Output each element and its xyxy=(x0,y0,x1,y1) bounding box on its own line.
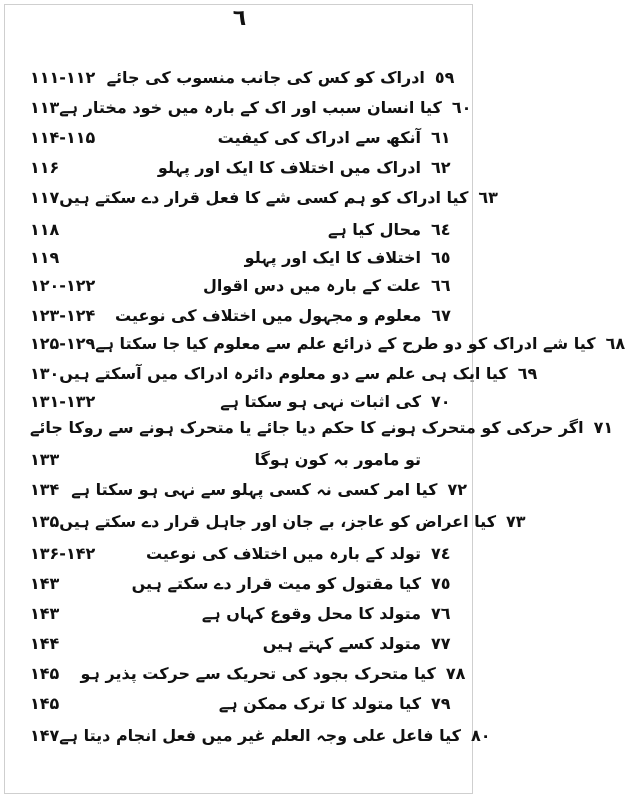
toc-entry xyxy=(12,446,467,472)
toc-entry-pages: ۱۱۳ xyxy=(30,97,60,117)
toc-entry-pages: ۱۴۳ xyxy=(30,603,60,623)
toc-entry-title: کیا متحرک بجود کی تحریک سے حرکت پذیر ہو xyxy=(80,663,436,683)
toc-entry-pages: ۱۱۷ xyxy=(30,187,60,207)
toc-entry xyxy=(12,508,526,534)
toc-entry-number: ٥٩ xyxy=(434,67,455,87)
toc-entry xyxy=(12,630,467,656)
toc-entry xyxy=(12,330,625,356)
toc-entry-title: کیا مقتول کو میت قرار دے سکتے ہیں xyxy=(131,573,421,593)
toc-entry-pages: ۱۴۵ xyxy=(30,693,60,713)
toc-entry-number: ٦٩ xyxy=(517,363,538,383)
toc-entry-number: ٧١ xyxy=(593,417,614,437)
toc-entry-title: کیا متولد کا ترک ممکن ہے xyxy=(218,693,421,713)
toc-entry-title: کیا ایک ہی علم سے دو معلوم دائرہ ادراک میں آسکتے ہیں xyxy=(59,363,508,383)
toc-entry xyxy=(12,154,467,180)
toc-entry-pages: ۱۳۱-۱۳۲ xyxy=(30,391,96,411)
toc-entry xyxy=(12,722,491,748)
toc-entry-pages: ۱۲۰-۱۲۲ xyxy=(30,275,96,295)
toc-entry-pages: ۱۳۰ xyxy=(30,363,60,383)
toc-entry-title: اختلاف کا ایک اور پہلو xyxy=(244,247,421,267)
toc-entry-title: ادراک کو کس کی جانب منسوب کی جائے xyxy=(106,67,425,87)
toc-entry xyxy=(12,660,467,686)
toc-entry-number: ٦٧ xyxy=(431,305,451,325)
toc-entry-number: ٧٧ xyxy=(431,633,451,653)
toc-entry-number: ٧٠ xyxy=(431,391,451,411)
toc-entry xyxy=(12,388,467,414)
toc-entry xyxy=(12,476,467,502)
toc-entry-pages: ۱۳۶-۱۴۲ xyxy=(30,543,96,563)
toc-entry-pages: ۱۴۵ xyxy=(30,663,60,683)
toc-entry-title: کیا شے ادراک کو دو طرح کے ذرائع علم سے معلوم کیا جا سکتا ہے xyxy=(95,333,596,353)
toc-entry xyxy=(12,570,467,596)
toc-entry-title: کی اثبات نہی ہو سکتا ہے xyxy=(220,391,421,411)
toc-entry xyxy=(12,540,467,566)
toc-entry xyxy=(12,184,498,210)
toc-entry-pages: ۱۲۵-۱۲۹ xyxy=(30,333,96,353)
page-number: ٦ xyxy=(232,6,247,31)
toc-entry-pages: ۱۴۳ xyxy=(30,573,60,593)
toc-entry-title: ادراک میں اختلاف کا ایک اور پہلو xyxy=(157,157,421,177)
toc-entry-pages: ۱۱۸ xyxy=(30,219,60,239)
toc-entry-number: ٦٠ xyxy=(451,97,472,117)
toc-entry-number: ٧٩ xyxy=(431,693,451,713)
toc-entry xyxy=(12,414,614,440)
toc-entry xyxy=(12,94,472,120)
toc-entry xyxy=(12,272,467,298)
toc-entry xyxy=(12,124,467,150)
toc-entry-pages: ۱۱۹ xyxy=(30,247,60,267)
toc-entry-number: ٧٥ xyxy=(431,573,451,593)
toc-entry xyxy=(12,216,467,242)
toc-entry-title: معلوم و مجہول میں اختلاف کی نوعیت xyxy=(115,305,422,325)
toc-entry xyxy=(12,600,467,626)
toc-entry-number: ٦٨ xyxy=(605,333,625,353)
toc-entry-number: ٨٠ xyxy=(470,725,491,745)
toc-entry-title: کیا امر کسی نہ کسی پہلو سے نہی ہو سکتا ہے xyxy=(71,479,438,499)
toc-entry-title: کیا اعراض کو عاجز، بے جان اور جاہل قرار دے سکتے ہیں xyxy=(59,511,496,531)
toc-entry xyxy=(12,302,467,328)
toc-entry-title: محال کیا ہے xyxy=(327,219,421,239)
toc-entry-title: کیا انسان سبب اور اک کے بارہ میں خود مختار ہے xyxy=(59,97,442,117)
toc-entry xyxy=(12,690,467,716)
toc-entry-title: تو مامور بہ کون ہوگا xyxy=(254,449,421,469)
toc-entry-number: ٦٤ xyxy=(431,219,451,239)
toc-entry-number: ٦١ xyxy=(431,127,451,147)
toc-entry-pages: ۱۱۶ xyxy=(30,157,60,177)
toc-entry-title: کیا فاعل علی وجہ العلم غیر میں فعل انجام دیتا ہے xyxy=(59,725,461,745)
toc-entry-number: ٧٨ xyxy=(445,663,466,683)
toc-entry-number: ٦٦ xyxy=(431,275,451,295)
toc-entry-pages: ۱۴۷ xyxy=(30,725,60,745)
toc-entry-pages: ۱۳۵ xyxy=(30,511,60,531)
toc-entry-number: ٧٦ xyxy=(431,603,451,623)
toc-entry-title: کیا ادراک کو ہم کسی شے کا فعل قرار دے سکتے ہیں xyxy=(59,187,469,207)
toc-entry-pages: ۱۳۳ xyxy=(30,449,60,469)
toc-entry-pages: ۱۴۴ xyxy=(30,633,60,653)
toc-entry-title: علت کے بارہ میں دس اقوال xyxy=(202,275,421,295)
toc-entry-number: ٧٣ xyxy=(506,511,526,531)
toc-entry-number: ٦٢ xyxy=(431,157,451,177)
toc-entry-pages: ۱۱۴-۱۱۵ xyxy=(30,127,96,147)
toc-entry-pages: ۱۳۴ xyxy=(30,479,60,499)
toc-entry-pages: ۱۲۳-۱۲۴ xyxy=(30,305,96,325)
toc-entry-number: ٧٤ xyxy=(431,543,451,563)
toc-entry-title: اگر حرکی کو متحرک ہونے کا حکم دیا جائے یا متحرک ہونے سے روکا جائے xyxy=(30,417,584,437)
toc-entry-title: متولد کا محل وقوع کہاں ہے xyxy=(201,603,421,623)
toc-entry-pages: ۱۱۱-۱۱۲ xyxy=(30,67,96,87)
toc-entry xyxy=(12,64,467,90)
toc-entry xyxy=(12,360,538,386)
toc-entry-number: ٦٥ xyxy=(431,247,451,267)
toc-entry xyxy=(12,244,467,270)
toc-entry-title: متولد کسے کہتے ہیں xyxy=(262,633,421,653)
toc-entry-number: ٧٢ xyxy=(447,479,467,499)
toc-entry-title: آنکھ سے ادراک کی کیفیت xyxy=(217,127,421,147)
toc-entry-number: ٦٣ xyxy=(478,187,498,207)
toc-entry-title: تولد کے بارہ میں اختلاف کی نوعیت xyxy=(145,543,421,563)
